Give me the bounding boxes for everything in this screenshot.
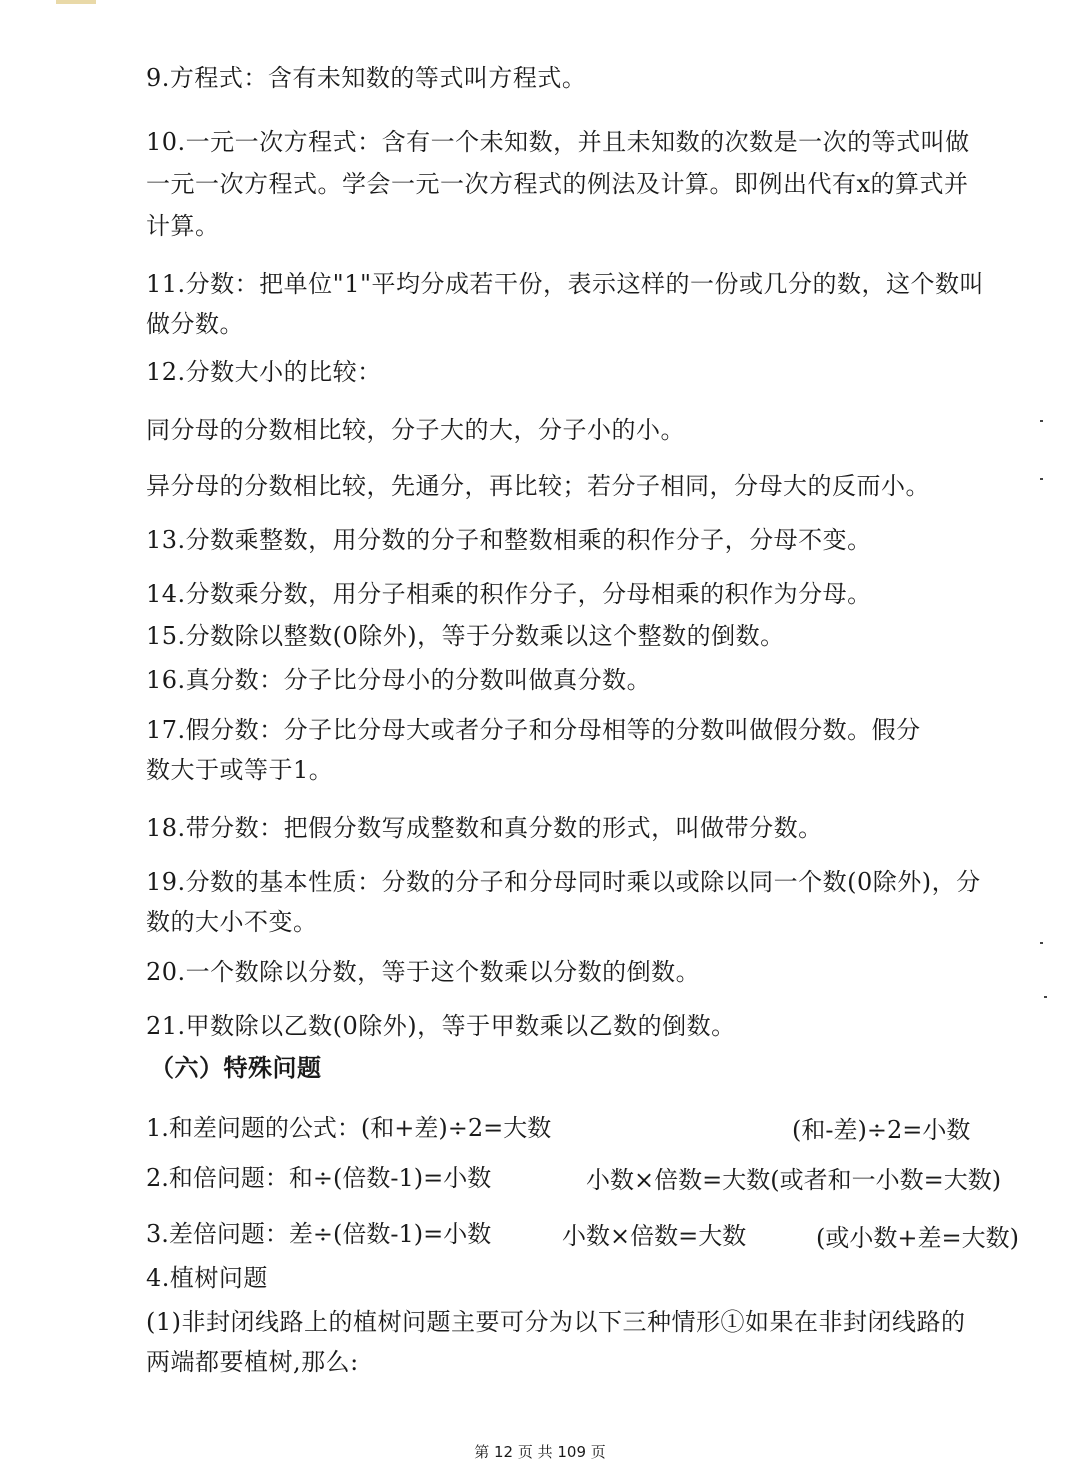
item-13: 13.分数乘整数，用分数的分子和整数相乘的积作分子，分母不变。 [146,526,872,554]
scan-speck [1040,478,1043,480]
item-15: 15.分数除以整数(0除外)，等于分数乘以这个整数的倒数。 [146,622,785,650]
item-12-rule-2: 异分母的分数相比较，先通分，再比较；若分子相同，分母大的反而小。 [146,472,930,500]
item-12: 12.分数大小的比较： [146,358,382,386]
item-19-line-1: 19.分数的基本性质：分数的分子和分母同时乘以或除以同一个数(0除外)，分 [146,868,981,896]
special-3-formula-c: (或小数+差=大数) [816,1224,1019,1252]
special-4-line-1: (1)非封闭线路上的植树问题主要可分为以下三种情形①如果在非封闭线路的 [146,1308,966,1336]
special-2-formula-a: 2.和倍问题：和÷(倍数-1)=小数 [146,1164,492,1192]
special-3-formula-a: 3.差倍问题：差÷(倍数-1)=小数 [146,1220,492,1248]
item-17-line-2: 数大于或等于1。 [146,756,334,784]
item-11-line-1: 11.分数：把单位"1"平均分成若干份，表示这样的一份或几分的数，这个数叫 [146,270,985,298]
item-9: 9.方程式：含有未知数的等式叫方程式。 [146,64,587,92]
item-12-rule-1: 同分母的分数相比较，分子大的大，分子小的小。 [146,416,685,444]
special-4-line-2: 两端都要植树,那么: [146,1348,359,1376]
scan-edge-mark [56,0,96,4]
scan-speck [1040,420,1043,422]
item-21: 21.甲数除以乙数(0除外)，等于甲数乘以乙数的倒数。 [146,1012,736,1040]
special-1-formula-b: (和-差)÷2=小数 [792,1116,971,1144]
scan-speck [1040,942,1043,944]
special-4-title: 4.植树问题 [146,1264,268,1292]
item-18: 18.带分数：把假分数写成整数和真分数的形式，叫做带分数。 [146,814,823,842]
item-16: 16.真分数：分子比分母小的分数叫做真分数。 [146,666,652,694]
item-11-line-2: 做分数。 [146,310,244,338]
item-10-line-3: 计算。 [146,212,220,240]
item-17-line-1: 17.假分数：分子比分母大或者分子和分母相等的分数叫做假分数。假分 [146,716,921,744]
item-10-line-2: 一元一次方程式。学会一元一次方程式的例法及计算。即例出代有x的算式并 [146,170,969,198]
item-20: 20.一个数除以分数，等于这个数乘以分数的倒数。 [146,958,701,986]
section-heading: （六）特殊问题 [150,1054,322,1082]
special-3-formula-b: 小数×倍数=大数 [562,1222,747,1250]
item-10-line-1: 10.一元一次方程式：含有一个未知数，并且未知数的次数是一次的等式叫做 [146,128,970,156]
page-footer: 第 12 页 共 109 页 [474,1443,606,1461]
special-2-formula-b: 小数×倍数=大数(或者和一小数=大数) [586,1166,1002,1194]
scan-speck [1044,996,1047,998]
special-1-formula-a: 1.和差问题的公式：(和+差)÷2=大数 [146,1114,552,1142]
item-19-line-2: 数的大小不变。 [146,908,318,936]
item-14: 14.分数乘分数，用分子相乘的积作分子，分母相乘的积作为分母。 [146,580,872,608]
